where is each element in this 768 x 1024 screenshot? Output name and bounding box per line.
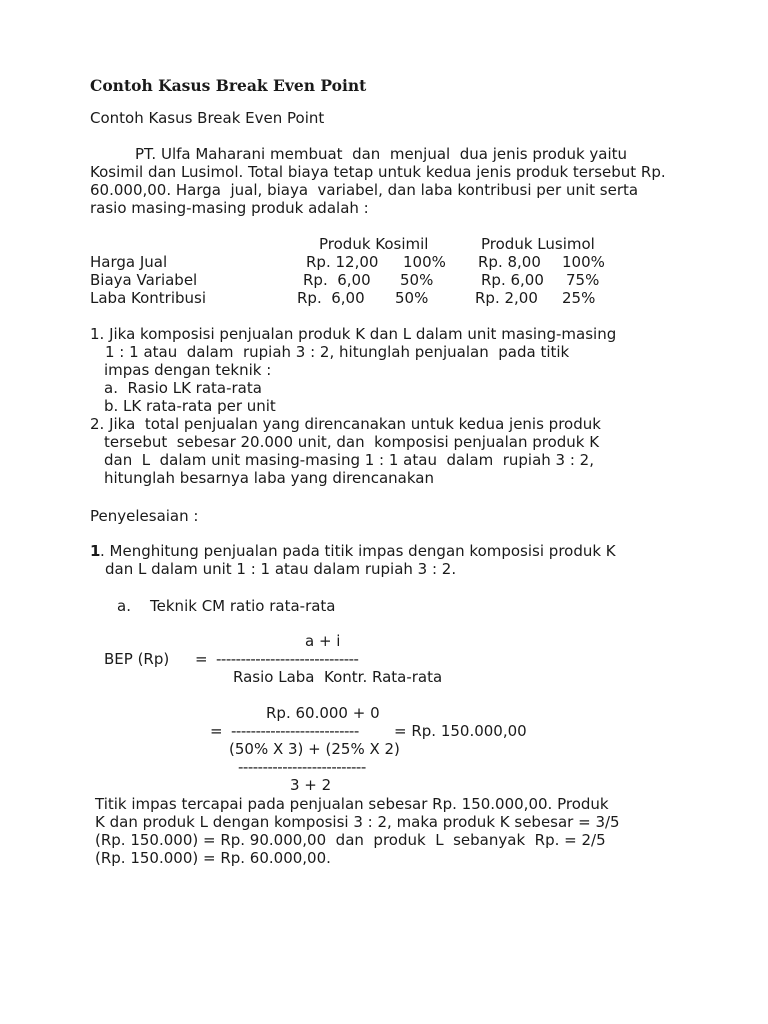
intro-line: PT. Ulfa Maharani membuat dan menjual dua jenis produk yaitu xyxy=(135,145,628,163)
question-line: tersebut sebesar 20.000 unit, dan komposisi penjualan produk K xyxy=(104,433,600,451)
intro-line: rasio masing-masing produk adalah : xyxy=(90,199,369,217)
question-line: 2. Jika total penjualan yang direncanakan untuk kedua jenis produk xyxy=(90,415,601,433)
cell-lusimol-rp: Rp. 6,00 xyxy=(481,271,544,289)
cell-lusimol-rp: Rp. 2,00 xyxy=(475,289,538,307)
question-line: b. LK rata-rata per unit xyxy=(104,397,276,415)
conclusion-line: K dan produk L dengan komposisi 3 : 2, maka produk K sebesar = 3/5 xyxy=(95,813,620,831)
formula-numerator-2: Rp. 60.000 + 0 xyxy=(266,704,380,722)
question-line: a. Rasio LK rata-rata xyxy=(104,379,262,397)
cell-lusimol-pct: 100% xyxy=(562,253,605,271)
step-line: dan L dalam unit 1 : 1 atau dalam rupiah 3 : 2. xyxy=(105,560,457,578)
column-header-lusimol: Produk Lusimol xyxy=(481,235,595,253)
row-label: Biaya Variabel xyxy=(90,271,198,289)
conclusion-line: (Rp. 150.000) = Rp. 90.000,00 dan produk L sebanyak Rp. = 2/5 xyxy=(95,831,606,849)
row-label: Laba Kontribusi xyxy=(90,289,207,307)
document-subheading: Contoh Kasus Break Even Point xyxy=(90,109,325,127)
step-number: 1 xyxy=(90,542,101,560)
question-line: 1 : 1 atau dalam rupiah 3 : 2, hitunglah penjualan pada titik xyxy=(105,343,570,361)
question-line: hitunglah besarnya laba yang direncanakan xyxy=(104,469,434,487)
question-line: 1. Jika komposisi penjualan produk K dan L dalam unit masing-masing xyxy=(90,325,617,343)
formula-equals-2: = xyxy=(210,722,223,740)
solution-label: Penyelesaian : xyxy=(90,507,199,525)
fraction-bar: ----------------------------- xyxy=(216,650,359,668)
column-header-kosimil: Produk Kosimil xyxy=(319,235,429,253)
conclusion-line: Titik impas tercapai pada penjualan sebesar Rp. 150.000,00. Produk xyxy=(95,795,609,813)
cell-lusimol-pct: 25% xyxy=(562,289,596,307)
conclusion-line: (Rp. 150.000) = Rp. 60.000,00. xyxy=(95,849,331,867)
cell-kosimil-pct: 100% xyxy=(403,253,446,271)
formula-denominator-3: 3 + 2 xyxy=(290,776,332,794)
formula-numerator: a + i xyxy=(305,632,341,650)
cell-kosimil-rp: Rp. 12,00 xyxy=(306,253,379,271)
document-heading: Contoh Kasus Break Even Point xyxy=(90,76,367,95)
formula-denominator: Rasio Laba Kontr. Rata-rata xyxy=(233,668,443,686)
cell-lusimol-pct: 75% xyxy=(566,271,600,289)
cell-kosimil-pct: 50% xyxy=(395,289,429,307)
formula-lhs: BEP (Rp) xyxy=(104,650,170,668)
formula-equals: = xyxy=(195,650,208,668)
intro-line: Kosimil dan Lusimol. Total biaya tetap untuk kedua jenis produk tersebut Rp. xyxy=(90,163,666,181)
fraction-bar: -------------------------- xyxy=(231,722,359,740)
cell-kosimil-rp: Rp. 6,00 xyxy=(297,289,365,307)
technique-label: a. Teknik CM ratio rata-rata xyxy=(117,597,336,615)
row-label: Harga Jual xyxy=(90,253,168,271)
formula-result: = Rp. 150.000,00 xyxy=(394,722,527,740)
question-line: dan L dalam unit masing-masing 1 : 1 atau dalam rupiah 3 : 2, xyxy=(104,451,594,469)
formula-denominator-2: (50% X 3) + (25% X 2) xyxy=(229,740,400,758)
step-line: . Menghitung penjualan pada titik impas dengan komposisi produk K xyxy=(100,542,616,560)
cell-kosimil-pct: 50% xyxy=(400,271,434,289)
intro-line: 60.000,00. Harga jual, biaya variabel, dan laba kontribusi per unit serta xyxy=(90,181,639,199)
cell-kosimil-rp: Rp. 6,00 xyxy=(303,271,371,289)
question-line: impas dengan teknik : xyxy=(104,361,272,379)
cell-lusimol-rp: Rp. 8,00 xyxy=(478,253,541,271)
fraction-bar: -------------------------- xyxy=(238,758,366,776)
